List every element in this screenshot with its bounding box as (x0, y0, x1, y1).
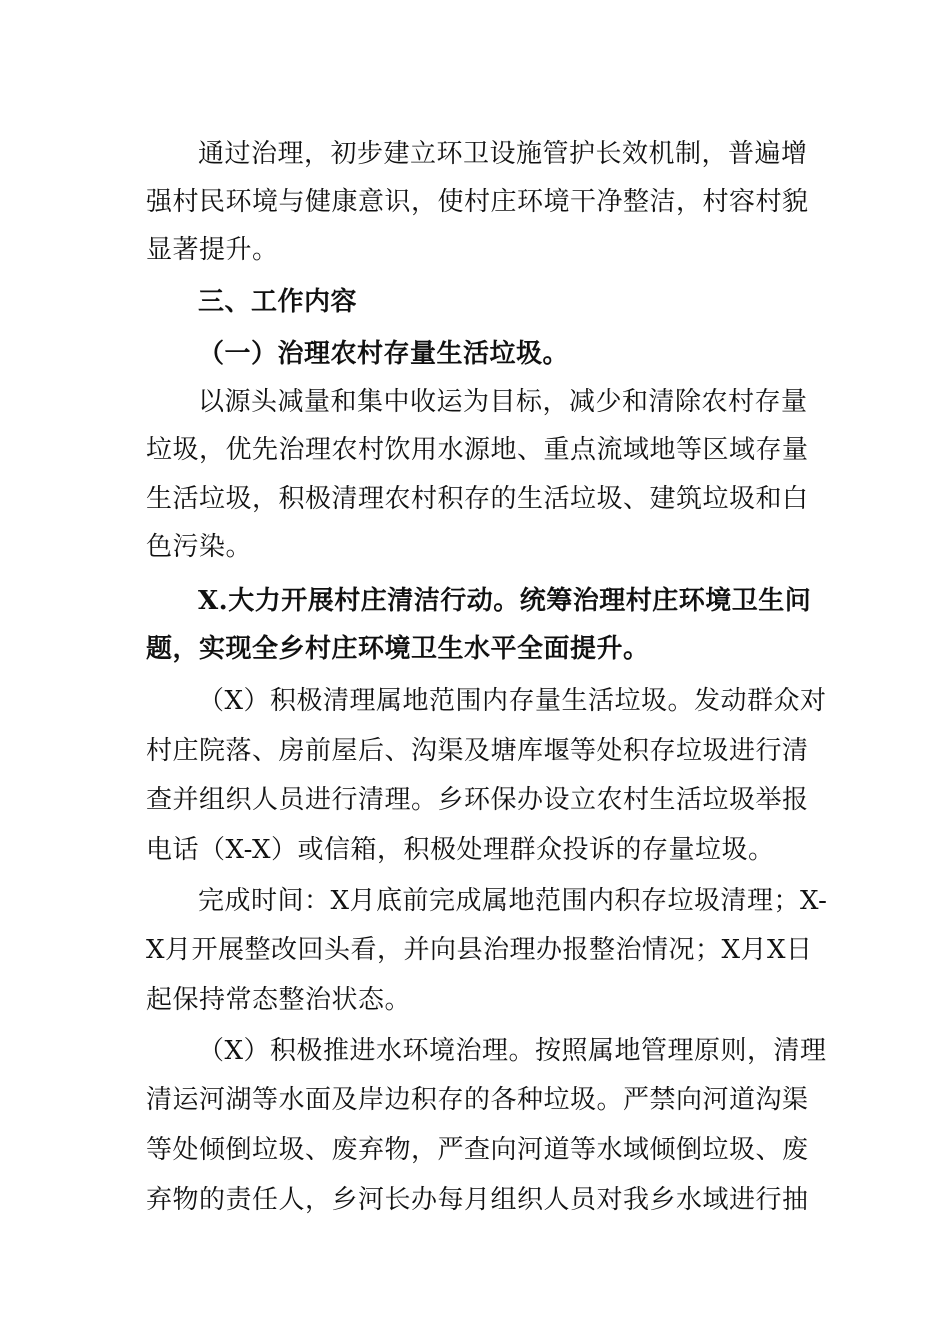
paragraph-line: X月开展整改回头看，并向县治理办报整治情况；X月X日 (146, 935, 813, 965)
paragraph-line: 电话（X-X）或信箱，积极处理群众投诉的存量垃圾。 (146, 835, 775, 865)
paragraph-line: 查并组织人员进行清理。乡环保办设立农村生活垃圾举报 (146, 785, 809, 815)
paragraph-line: 起保持常态整治状态。 (146, 985, 412, 1015)
section-heading: 三、工作内容 (198, 287, 358, 317)
item-heading: 题，实现全乡村庄环境卫生水平全面提升。 (146, 634, 650, 664)
paragraph-line: 强村民环境与健康意识，使村庄环境干净整洁，村容村貌 (146, 187, 809, 217)
paragraph-line: 完成时间：X月底前完成属地范围内积存垃圾清理；X- (198, 886, 828, 916)
paragraph-line: 垃圾，优先治理农村饮用水源地、重点流域地等区域存量 (146, 435, 809, 465)
paragraph-line: 生活垃圾，积极清理农村积存的生活垃圾、建筑垃圾和白 (146, 484, 809, 514)
paragraph-line: 清运河湖等水面及岸边积存的各种垃圾。严禁向河道沟渠 (146, 1085, 809, 1115)
paragraph-line: （X）积极清理属地范围内存量生活垃圾。发动群众对 (198, 686, 827, 716)
paragraph-line: 以源头减量和集中收运为目标，减少和清除农村存量 (198, 387, 808, 417)
item-heading: X.大力开展村庄清洁行动。统筹治理村庄环境卫生问 (198, 586, 812, 616)
paragraph-line: 显著提升。 (146, 235, 279, 265)
paragraph-line: 弃物的责任人，乡河长办每月组织人员对我乡水域进行抽 (146, 1185, 809, 1215)
subsection-heading: （一）治理农村存量生活垃圾。 (198, 339, 570, 369)
paragraph-line: 村庄院落、房前屋后、沟渠及塘库堰等处积存垃圾进行清 (146, 736, 809, 766)
paragraph-line: （X）积极推进水环境治理。按照属地管理原则，清理 (198, 1036, 827, 1066)
paragraph-line: 色污染。 (146, 532, 253, 562)
paragraph-line: 通过治理，初步建立环卫设施管护长效机制，普遍增 (198, 139, 808, 169)
paragraph-line: 等处倾倒垃圾、废弃物，严查向河道等水域倾倒垃圾、废 (146, 1135, 809, 1165)
